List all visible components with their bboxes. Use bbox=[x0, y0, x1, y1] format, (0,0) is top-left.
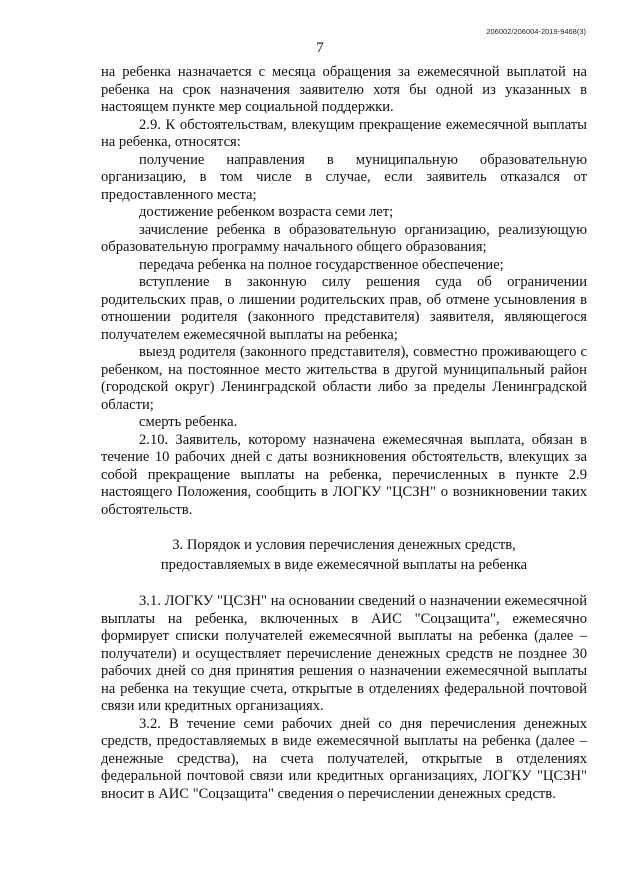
document-id: 206002/206004-2019-9468(3) bbox=[486, 27, 586, 36]
paragraph: выезд родителя (законного представителя), совместно проживающего с ребенком, на постоянное место жительства в другой муниципальный район (городской округ) Ленинградской области либо за пределы Ленинградской области; bbox=[101, 344, 587, 413]
paragraph-group-before bbox=[101, 64, 587, 519]
paragraph: на ребенка назначается с месяца обращения за ежемесячной выплатой на ребенка на срок назначения заявителю хотя бы одной из указанных в настоящем пункте мер социальной поддержки. bbox=[101, 64, 587, 115]
paragraph: достижение ребенком возраста семи лет; bbox=[139, 204, 394, 220]
paragraph: 2.9. К обстоятельствам, влекущим прекращение ежемесячной выплаты на ребенка, относятся: bbox=[101, 116, 587, 150]
paragraph: смерть ребенка. bbox=[139, 414, 238, 430]
page-number: 7 bbox=[316, 40, 324, 56]
section-heading-line: 3. Порядок и условия перечисления денежных средств, bbox=[172, 537, 516, 553]
paragraph: 2.10. Заявитель, которому назначена ежемесячная выплата, обязан в течение 10 рабочих дней с даты возникновения обстоятельств, влекущих за собой прекращение выплаты на ребенка, перечисленных в пункте 2.9 настоящего Положения, сообщить в ЛОГКУ "ЦСЗН" о возникновении таких обстоятельств. bbox=[101, 431, 587, 518]
section-heading-line: предоставляемых в виде ежемесячной выплаты на ребенка bbox=[160, 557, 528, 573]
paragraph: передача ребенка на полное государственное обеспечение; bbox=[139, 256, 504, 273]
paragraph: 3.1. ЛОГКУ "ЦСЗН" на основании сведений о назначении ежемесячной выплаты на ребенка, включенных в АИС "Соцзащита", ежемесячно формирует списки получателей ежемесячной выплаты на ребенка (далее – получатели) и осуществляет перечисление денежных средств не позднее 30 рабочих дней со дня принятия решения о назначении ежемесячной выплаты на ребенка на текущие счета, открытые в отделениях федеральной почтовой связи или кредитных организациях. bbox=[101, 593, 587, 714]
paragraph-group-after bbox=[101, 593, 587, 803]
paragraph: вступление в законную силу решения суда об ограничении родительских прав, о лишении родительских прав, об отмене усыновления в отношении родителя (законного представителя) заявителя, являющегося получателем ежемесячной выплаты на ребенка; bbox=[101, 274, 587, 343]
document-body bbox=[101, 64, 587, 803]
section-heading bbox=[101, 535, 587, 575]
paragraph: получение направления в муниципальную образовательную организацию, в том числе в случае, если заявитель отказался от предоставленного места; bbox=[101, 151, 587, 203]
paragraph: зачисление ребенка в образовательную организацию, реализующую образовательную программу начального общего образования; bbox=[101, 221, 587, 255]
paragraph: 3.2. В течение семи рабочих дней со дня перечисления денежных средств, предоставляемых в виде ежемесячной выплаты на ребенка (далее – денежные средства), на счета получателей, открытые в отделениях федеральной почтовой связи или кредитных организациях, ЛОГКУ "ЦСЗН" вносит в АИС "Соцзащита" сведения о перечислении денежных средств. bbox=[101, 715, 587, 802]
